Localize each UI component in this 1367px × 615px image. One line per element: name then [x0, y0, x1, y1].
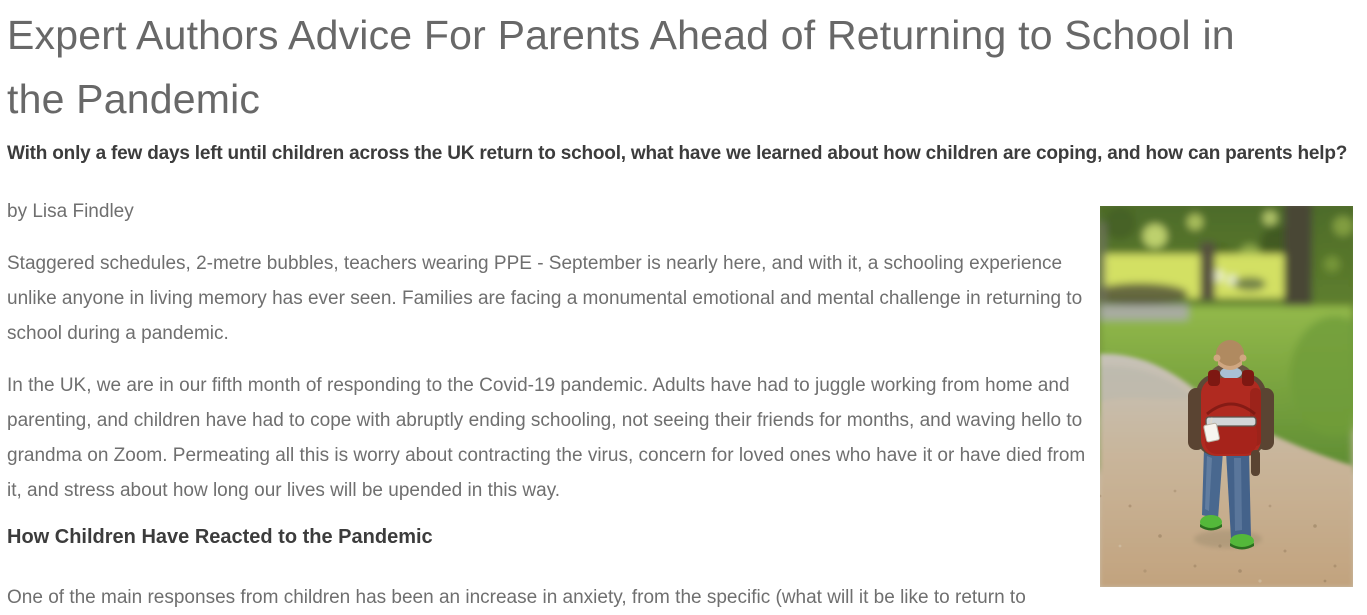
- article-standfirst: With only a few days left until children across the UK return to school, what have we learned about how children are coping, and how can parents help?: [7, 143, 1348, 164]
- section-heading: How Children Have Reacted to the Pandemic: [7, 526, 433, 548]
- strap-left: [1208, 370, 1220, 386]
- byline: by Lisa Findley: [7, 201, 134, 222]
- article-body: [7, 200, 1104, 615]
- article-photo: [1100, 206, 1353, 587]
- article-title: Expert Authors Advice For Parents Ahead of Returning to School in the Pandemic: [7, 12, 1235, 122]
- strap-right: [1242, 370, 1254, 386]
- boy-red-backpack-photo: [1100, 206, 1353, 587]
- paragraph-1: Staggered schedules, 2-metre bubbles, teachers wearing PPE - September is nearly here, and with it, a schooling experience unlike anyone in living memory has ever seen. Families are facing a monumental emotional and mental challenge in returning to school during a pandemic.: [7, 253, 1083, 344]
- hanging-strap: [1251, 450, 1260, 476]
- paragraph-2: In the UK, we are in our fifth month of responding to the Covid-19 pandemic. Adults have had to juggle working from home and parenting, and children have had to cope with abruptly ending schooling, not seeing their friends for months, and waving hello to grandma on Zoom. Permeating all this is worry about contracting the virus, concern for loved ones who have it or have died from it, and stress about how long our lives will be upended in this way.: [7, 375, 1086, 501]
- paragraph-3: One of the main responses from children has been an increase in anxiety, from the specific (what will it be like to return to: [7, 587, 1026, 608]
